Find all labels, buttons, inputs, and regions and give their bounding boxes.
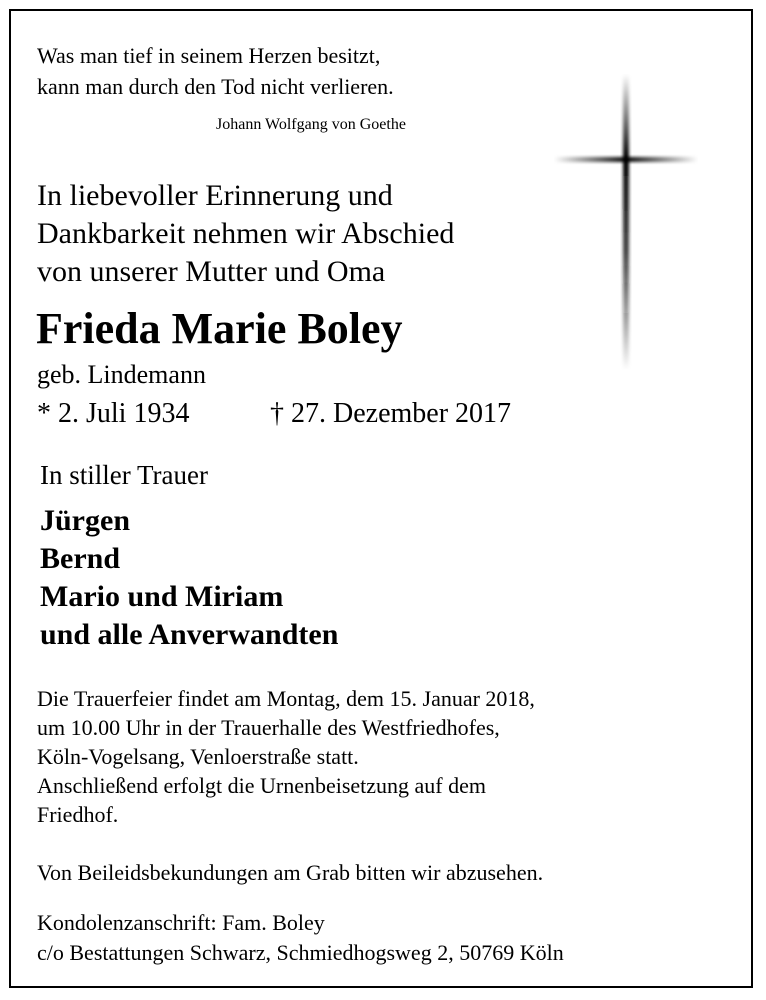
intro-line-1: In liebevoller Erinnerung und bbox=[37, 179, 393, 212]
service-details bbox=[37, 684, 535, 829]
maiden-name: geb. Lindemann bbox=[37, 360, 206, 389]
mourners-list bbox=[40, 502, 338, 654]
service-line-2: um 10.00 Uhr in der Trauerhalle des Westfriedhofes, bbox=[37, 715, 500, 740]
birth-date: * 2. Juli 1934 bbox=[37, 398, 190, 429]
contact-line-2: c/o Bestattungen Schwarz, Schmiedhogsweg 2, 50769 Köln bbox=[37, 940, 564, 965]
service-line-5: Friedhof. bbox=[37, 802, 119, 827]
deceased-name: Frieda Marie Boley bbox=[36, 304, 403, 353]
intro-text bbox=[37, 177, 454, 291]
quote-line-2: kann man durch den Tod nicht verlieren. bbox=[37, 74, 394, 99]
mourners-heading: In stiller Trauer bbox=[40, 460, 208, 490]
death-date: † 27. Dezember 2017 bbox=[270, 398, 512, 429]
mourner-name: Bernd bbox=[40, 542, 121, 575]
goethe-quote bbox=[37, 40, 394, 102]
cross-icon bbox=[554, 74, 698, 370]
contact-address bbox=[37, 908, 564, 968]
mourner-name: Jürgen bbox=[40, 504, 130, 537]
condolence-notice: Von Beileidsbekundungen am Grab bitten wir abzusehen. bbox=[37, 860, 544, 885]
intro-line-3: von unserer Mutter und Oma bbox=[37, 255, 386, 288]
service-line-3: Köln-Vogelsang, Venloerstraße statt. bbox=[37, 744, 359, 769]
mourner-name: Mario und Miriam bbox=[40, 580, 284, 613]
quote-line-1: Was man tief in seinem Herzen besitzt, bbox=[37, 43, 381, 68]
intro-line-2: Dankbarkeit nehmen wir Abschied bbox=[37, 217, 455, 250]
mourner-name: und alle Anverwandten bbox=[40, 618, 339, 651]
contact-line-1: Kondolenzanschrift: Fam. Boley bbox=[37, 910, 325, 935]
quote-author: Johann Wolfgang von Goethe bbox=[216, 116, 406, 133]
service-line-4: Anschließend erfolgt die Urnenbeisetzung auf dem bbox=[37, 773, 487, 798]
service-line-1: Die Trauerfeier findet am Montag, dem 15. Januar 2018, bbox=[37, 686, 535, 711]
